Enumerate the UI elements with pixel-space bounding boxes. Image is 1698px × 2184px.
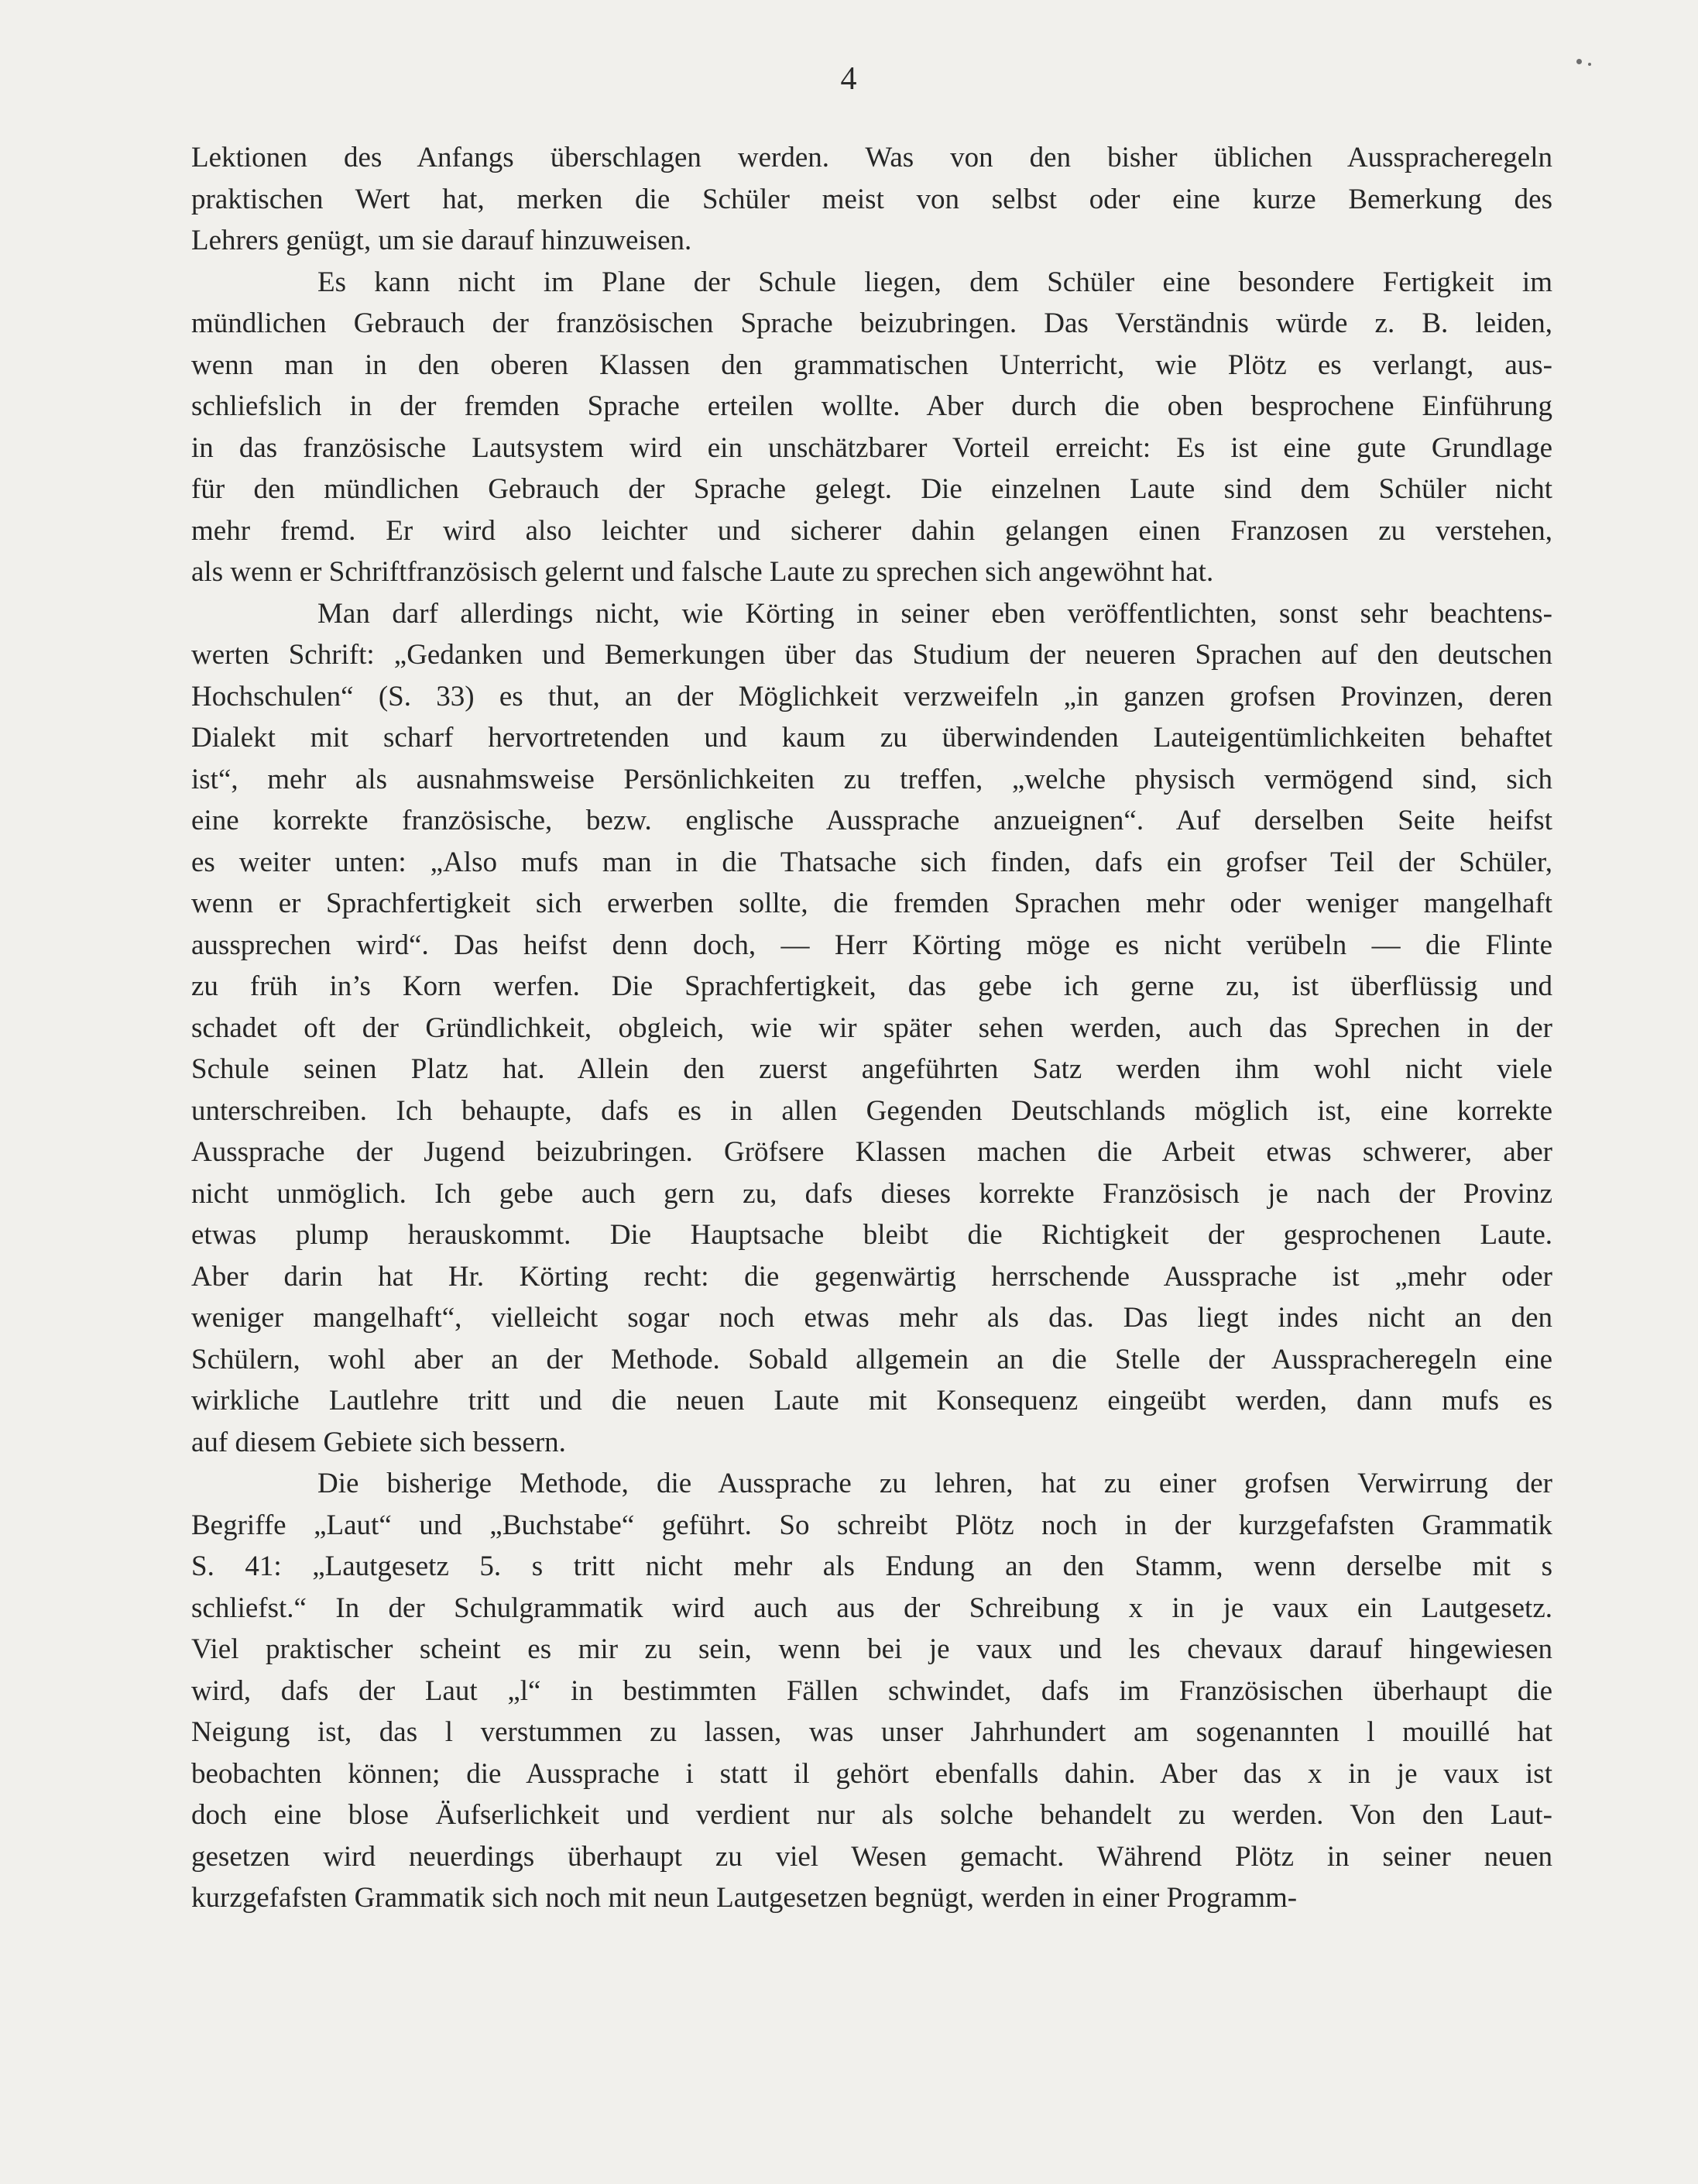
paragraph <box>191 262 1552 593</box>
text-line: gesetzen wird neuerdings überhaupt zu viel Wesen gemacht. Während Plötz in seiner neuen <box>191 1840 1552 1873</box>
text-line: für den mündlichen Gebrauch der Sprache gelegt. Die einzelnen Laute sind dem Schüler nicht <box>191 473 1552 505</box>
text-line: Begriffe „Laut“ und „Buchstabe“ geführt. So schreibt Plötz noch in der kurzgefafsten Grammatik <box>191 1509 1552 1541</box>
text-line: Die bisherige Methode, die Aussprache zu lehren, hat zu einer grofsen Verwirrung der <box>317 1468 1552 1499</box>
text-line: beobachten können; die Aussprache i statt il gehört ebenfalls dahin. Aber das x in je vaux ist <box>191 1757 1552 1790</box>
text-line: mündlichen Gebrauch der französischen Sprache beizubringen. Das Verständnis würde z. B. leiden, <box>191 307 1552 339</box>
paragraph <box>191 1463 1552 1919</box>
print-speck <box>1576 59 1582 64</box>
text-line: mehr fremd. Er wird also leichter und sicherer dahin gelangen einen Franzosen zu verstehen, <box>191 514 1552 547</box>
text-line: Aussprache der Jugend beizubringen. Gröfsere Klassen machen die Arbeit etwas schwerer, aber <box>191 1136 1552 1168</box>
paragraph <box>191 137 1552 262</box>
text-line: aussprechen wird“. Das heifst denn doch, — Herr Körting möge es nicht verübeln — die Flinte <box>191 929 1552 961</box>
text-line: ist“, mehr als ausnahmsweise Persönlichkeiten zu treffen, „welche physisch vermögend sind, sich <box>191 763 1552 795</box>
page-number: 4 <box>840 61 858 97</box>
text-line: Aber darin hat Hr. Körting recht: die gegenwärtig herrschende Aussprache ist „mehr oder <box>191 1260 1552 1293</box>
print-speck <box>1588 63 1591 66</box>
text-line: auf diesem Gebiete sich bessern. <box>191 1426 566 1458</box>
text-line: Schule seinen Platz hat. Allein den zuerst angeführten Satz werden ihm wohl nicht viele <box>191 1053 1552 1085</box>
text-line: doch eine blose Äufserlichkeit und verdient nur als solche behandelt zu werden. Von den Laut- <box>191 1799 1552 1831</box>
text-line: schliefslich in der fremden Sprache erteilen wollte. Aber durch die oben besprochene Einführung <box>191 390 1552 422</box>
text-line: Schülern, wohl aber an der Methode. Sobald allgemein an die Stelle der Ausspracheregeln eine <box>191 1343 1552 1375</box>
text-line: weniger mangelhaft“, vielleicht sogar noch etwas mehr als das. Das liegt indes nicht an den <box>191 1302 1552 1334</box>
text-line: Hochschulen“ (S. 33) es thut, an der Möglichkeit verzweifeln „in ganzen grofsen Provinzen, deren <box>191 680 1552 713</box>
text-line: etwas plump herauskommt. Die Hauptsache bleibt die Richtigkeit der gesprochenen Laute. <box>191 1219 1552 1251</box>
text-line: wirkliche Lautlehre tritt und die neuen Laute mit Konsequenz eingeübt werden, dann mufs es <box>191 1385 1552 1417</box>
text-line: Man darf allerdings nicht, wie Körting in seiner eben veröffentlichten, sonst sehr beachtens- <box>317 597 1552 630</box>
text-line: Dialekt mit scharf hervortretenden und kaum zu überwindenden Lauteigentümlichkeiten behaftet <box>191 722 1552 754</box>
paragraph <box>191 593 1552 1464</box>
text-line: wenn er Sprachfertigkeit sich erwerben sollte, die fremden Sprachen mehr oder weniger mangelhaft <box>191 888 1552 919</box>
text-line: in das französische Lautsystem wird ein unschätzbarer Vorteil erreicht: Es ist eine gute Grundlage <box>191 431 1552 464</box>
text-line: Viel praktischer scheint es mir zu sein, wenn bei je vaux und les chevaux darauf hingewiesen <box>191 1633 1552 1665</box>
text-line: unterschreiben. Ich behaupte, dafs es in allen Gegenden Deutschlands möglich ist, eine korrekte <box>191 1094 1552 1127</box>
text-line: praktischen Wert hat, merken die Schüler meist von selbst oder eine kurze Bemerkung des <box>191 183 1552 215</box>
text-line: es weiter unten: „Also mufs man in die Thatsache sich finden, dafs ein grofser Teil der Schüler, <box>191 846 1552 878</box>
text-line: Neigung ist, das l verstummen zu lassen, was unser Jahrhundert am sogenannten l mouillé hat <box>191 1716 1552 1748</box>
body-text <box>191 137 1552 1919</box>
text-line: S. 41: „Lautgesetz 5. s tritt nicht mehr als Endung an den Stamm, wenn derselbe mit s <box>191 1550 1552 1582</box>
text-line: Lektionen des Anfangs überschlagen werden. Was von den bisher üblichen Ausspracheregeln <box>191 142 1552 173</box>
text-line: wenn man in den oberen Klassen den grammatischen Unterricht, wie Plötz es verlangt, aus- <box>191 349 1552 381</box>
text-line: Es kann nicht im Plane der Schule liegen, dem Schüler eine besondere Fertigkeit im <box>317 266 1552 298</box>
text-line: zu früh in’s Korn werfen. Die Sprachfertigkeit, das gebe ich gerne zu, ist überflüssig und <box>191 970 1552 1002</box>
text-line: eine korrekte französische, bezw. englische Aussprache anzueignen“. Auf derselben Seite heifst <box>191 805 1552 836</box>
text-line: schadet oft der Gründlichkeit, obgleich, wie wir später sehen werden, auch das Sprechen in der <box>191 1011 1552 1044</box>
text-line: werten Schrift: „Gedanken und Bemerkungen über das Studium der neueren Sprachen auf den deutschen <box>191 639 1552 671</box>
text-line: Lehrers genügt, um sie darauf hinzuweisen. <box>191 225 692 256</box>
text-line: kurzgefafsten Grammatik sich noch mit neun Lautgesetzen begnügt, werden in einer Programm- <box>191 1882 1298 1914</box>
text-line: nicht unmöglich. Ich gebe auch gern zu, dafs dieses korrekte Französisch je nach der Provinz <box>191 1177 1552 1210</box>
text-line: als wenn er Schriftfranzösisch gelernt und falsche Laute zu sprechen sich angewöhnt hat. <box>191 556 1214 588</box>
text-line: schliefst.“ In der Schulgrammatik wird auch aus der Schreibung x in je vaux ein Lautgesetz. <box>191 1592 1552 1624</box>
text-line: wird, dafs der Laut „l“ in bestimmten Fällen schwindet, dafs im Französischen überhaupt die <box>191 1674 1552 1707</box>
